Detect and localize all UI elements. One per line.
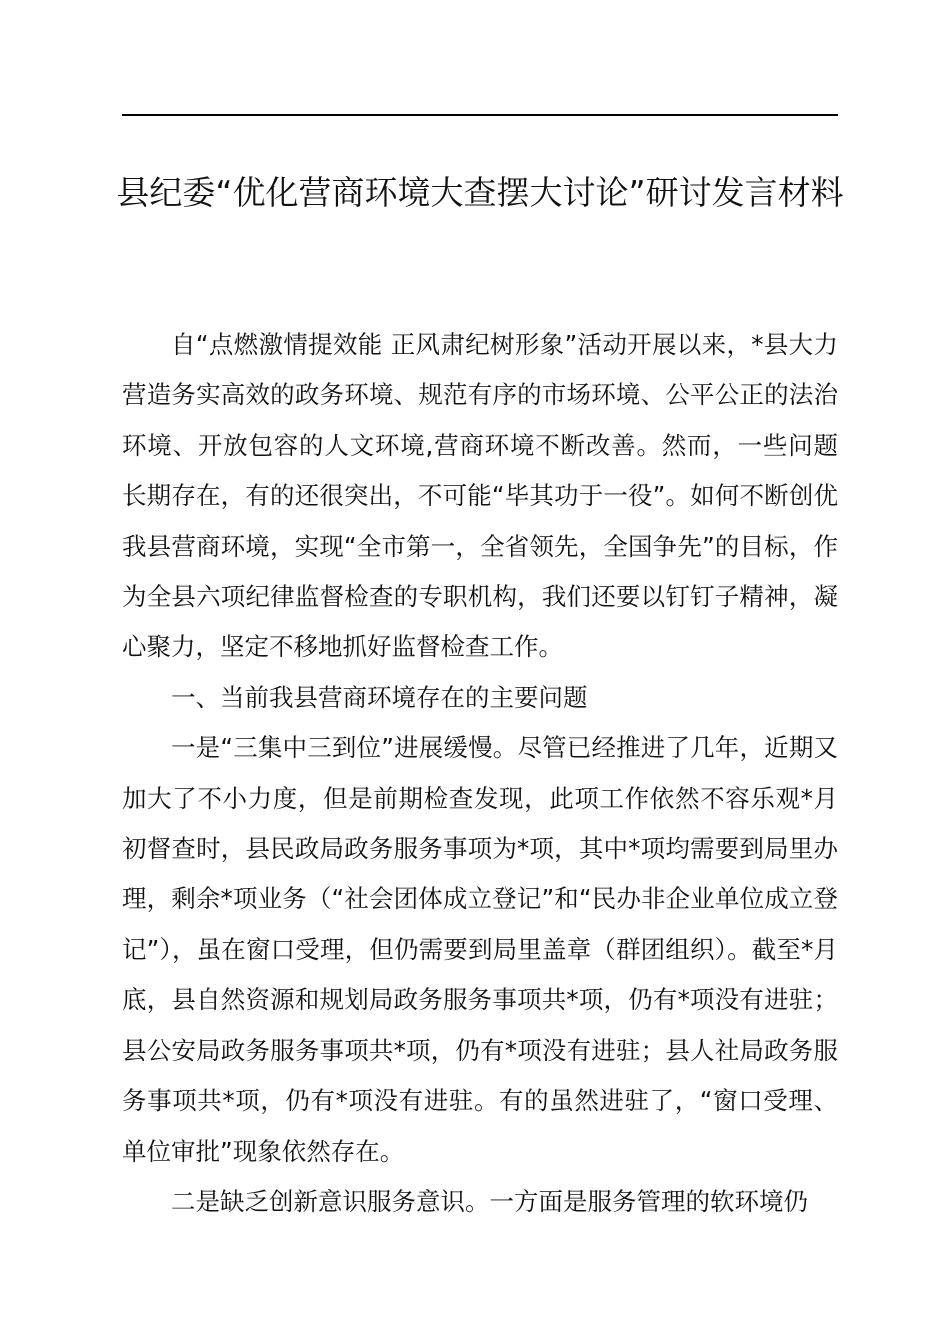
paragraph-issue-1: 一是“三集中三到位”进展缓慢。尽管已经推进了几年，近期又加大了不小力度，但是前期检查发现，此项工作依然不容乐观*月初督查时，县民政局政务服务事项为*项，其中*项均需要到局里办理，剩余*项业务（“社会团体成立登记”和“民办非企业单位成立登记”），虽在窗口受理，但仍需要到局里盖章（群团组织）。截至*月底，县自然资源和规划局政务服务事项共*项，仍有*项没有进驻；县公安局政务服务事项共*项，仍有*项没有进驻；县人社局政务服务事项共*项，仍有*项没有进驻。有的虽然进驻了，“窗口受理、单位审批”现象依然存在。	[122, 733, 838, 1166]
document-title: 县纪委“优化营商环境大查摆大讨论”研讨发言材料	[116, 173, 844, 212]
document-body	[122, 320, 838, 1227]
section-heading-1: 一、当前我县营商环境存在的主要问题	[171, 682, 588, 712]
paragraph-intro: 自“点燃激情提效能 正风肃纪树形象”活动开展以来，*县大力营造务实高效的政务环境、规范有序的市场环境、公平公正的法治环境、开放包容的人文环境,营商环境不断改善。然而，一些问题长期存在，有的还很突出，不可能“毕其功于一役”。如何不断创优我县营商环境，实现“全市第一，全省领先，全国争先”的目标，作为全县六项纪律监督检查的专职机构，我们还要以钉钉子精神，凝心聚力，坚定不移地抓好监督检查工作。	[122, 330, 838, 662]
header-rule	[122, 114, 838, 116]
paragraph-issue-2: 二是缺乏创新意识服务意识。一方面是服务管理的软环境仍	[171, 1186, 808, 1216]
